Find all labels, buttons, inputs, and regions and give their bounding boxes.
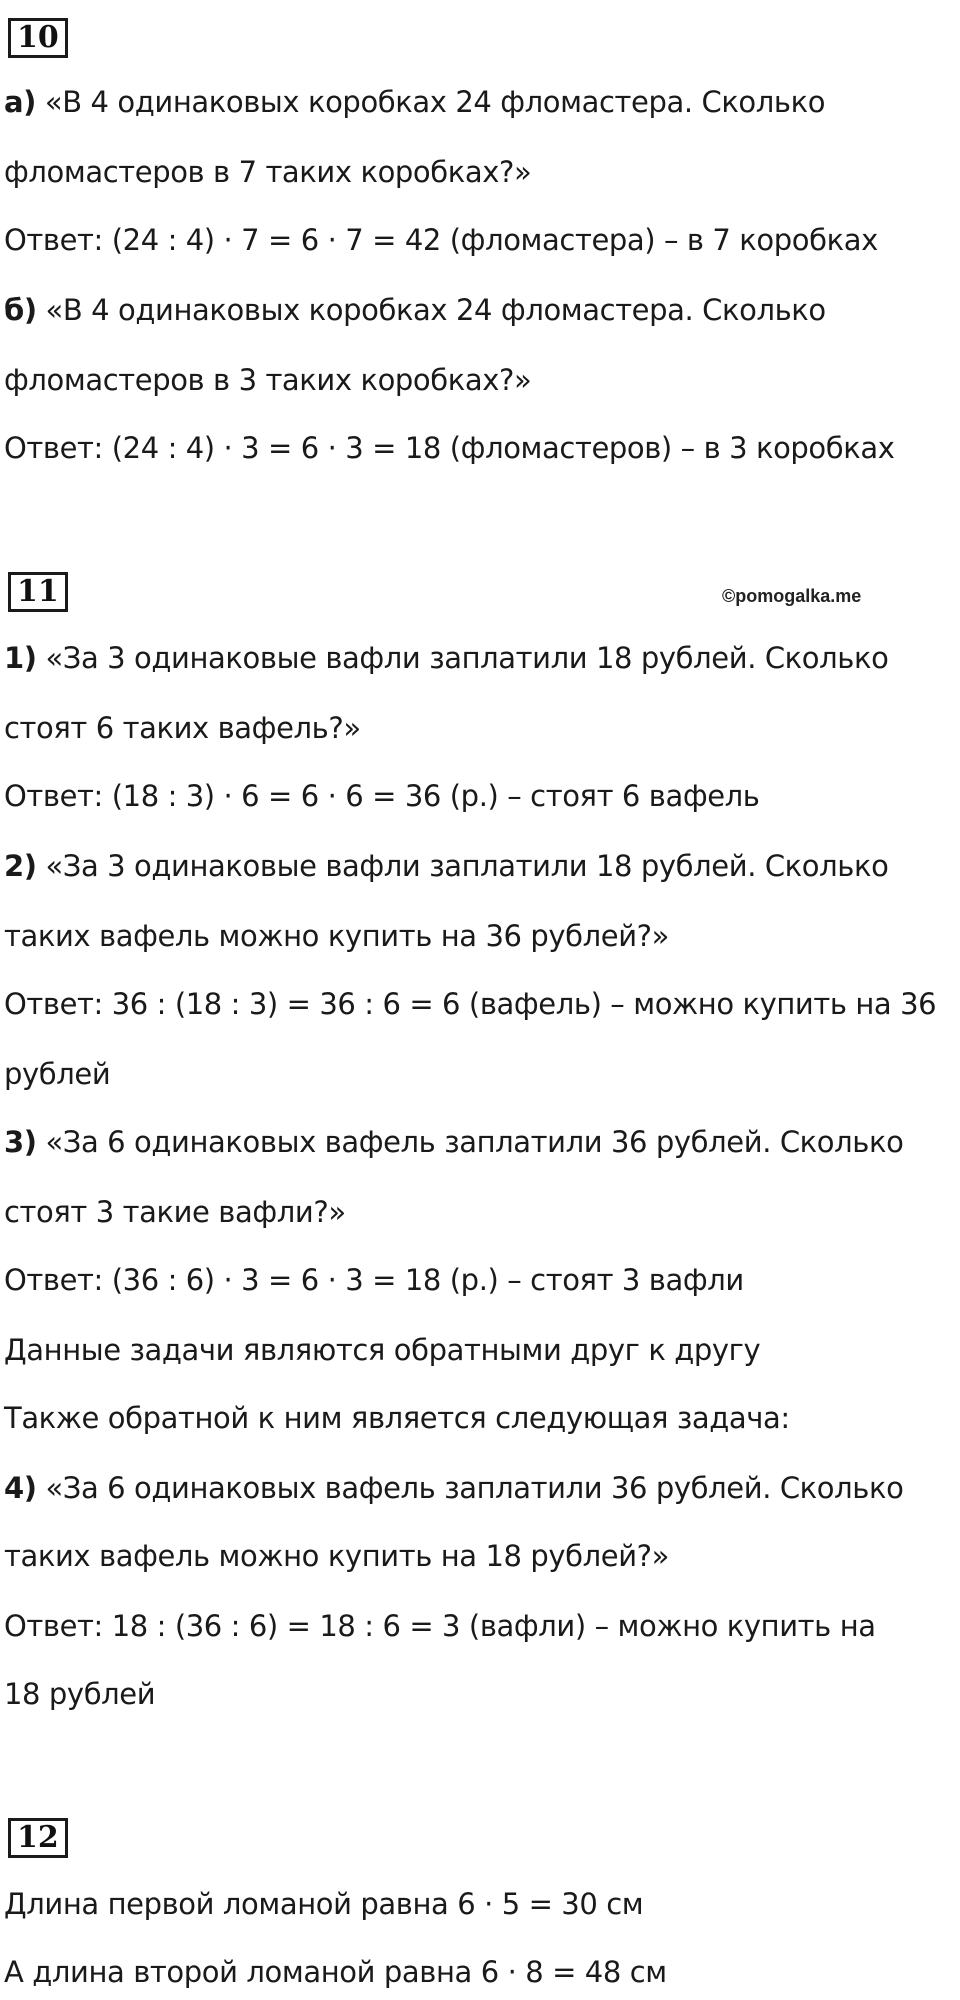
answer-11-2: Ответ: 36 : (18 : 3) = 36 : 6 = 6 (вафель) – можно купить на 36 [4, 987, 937, 1021]
task-number-12: 12 [8, 1818, 68, 1858]
line-11-2: стоят 6 таких вафель?» [4, 711, 361, 745]
line-11-5: таких вафель можно купить на 36 рублей?» [4, 919, 669, 953]
answer-10b: Ответ: (24 : 4) · 3 = 6 · 3 = 18 (фломастеров) – в 3 коробках [4, 431, 895, 465]
line-10-2: фломастеров в 7 таких коробках?» [4, 155, 532, 189]
line-12-1: Длина первой ломаной равна 6 · 5 = 30 см [4, 1887, 644, 1921]
task-number-10: 10 [8, 18, 68, 58]
task-number-11: 11 [8, 572, 68, 612]
line-11-8: 3) «За 6 одинаковых вафель заплатили 36 рублей. Сколько [4, 1125, 904, 1159]
line-10-1: а) «В 4 одинаковых коробках 24 фломастера. Сколько [4, 85, 826, 119]
label-a: а) [4, 85, 37, 119]
label-3: 3) [4, 1125, 37, 1159]
line-11-9: стоят 3 такие вафли?» [4, 1195, 346, 1229]
line-11-14: таких вафель можно купить на 18 рублей?» [4, 1539, 669, 1573]
line-11-1: 1) «За 3 одинаковые вафли заплатили 18 рублей. Сколько [4, 641, 889, 675]
label-1: 1) [4, 641, 37, 675]
line-10-4: б) «В 4 одинаковых коробках 24 фломастера. Сколько [4, 293, 826, 327]
label-4: 4) [4, 1471, 37, 1505]
label-2: 2) [4, 849, 37, 883]
answer-11-1: Ответ: (18 : 3) · 6 = 6 · 6 = 36 (р.) – стоят 6 вафель [4, 779, 760, 813]
answer-11-4: Ответ: 18 : (36 : 6) = 18 : 6 = 3 (вафли) – можно купить на [4, 1609, 876, 1643]
label-b: б) [4, 293, 37, 327]
watermark: ©pomogalka.me [722, 586, 862, 606]
line-11-13: 4) «За 6 одинаковых вафель заплатили 36 рублей. Сколько [4, 1471, 904, 1505]
line-11-7: рублей [4, 1057, 111, 1091]
answer-10a: Ответ: (24 : 4) · 7 = 6 · 7 = 42 (фломастера) – в 7 коробках [4, 223, 878, 257]
line-11-4: 2) «За 3 одинаковые вафли заплатили 18 рублей. Сколько [4, 849, 889, 883]
line-10-5: фломастеров в 3 таких коробках?» [4, 363, 532, 397]
line-11-11: Данные задачи являются обратными друг к другу [4, 1333, 761, 1367]
answer-11-3: Ответ: (36 : 6) · 3 = 6 · 3 = 18 (р.) – стоят 3 вафли [4, 1263, 744, 1297]
line-11-16: 18 рублей [4, 1677, 156, 1711]
line-12-2: А длина второй ломаной равна 6 · 8 = 48 см [4, 1955, 667, 1989]
line-11-12: Также обратной к ним является следующая задача: [4, 1401, 790, 1435]
